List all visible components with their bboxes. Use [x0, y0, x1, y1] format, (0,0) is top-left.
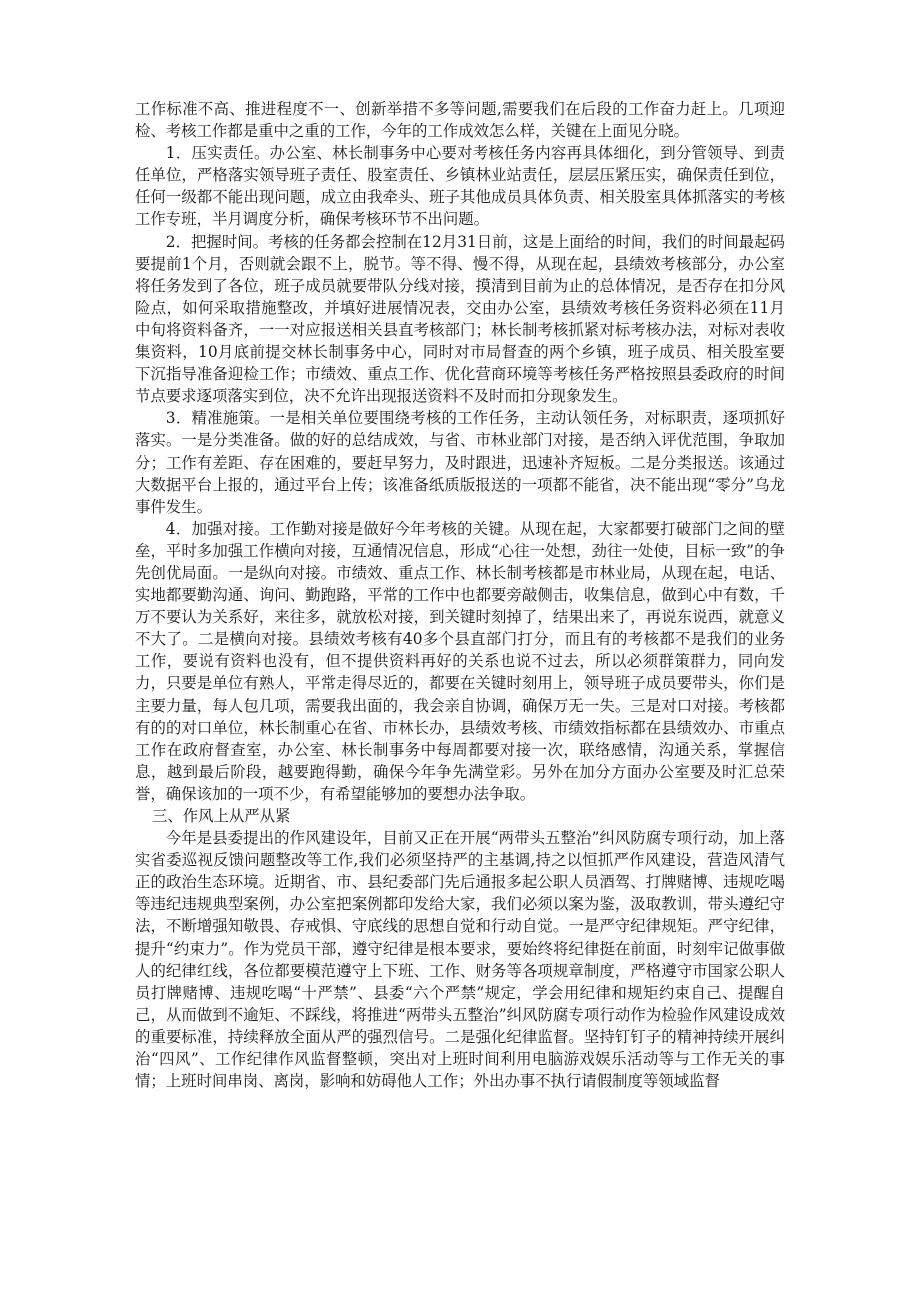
- document-page: [135, 98, 785, 1092]
- paragraph-item-2-timing: 2．把握时间。考核的任务都会控制在12月31日前，这是上面给的时间，我们的时间最起码要提前1个月，否则就会跟不上，脱节。等不得、慢不得，从现在起，县绩效考核部分，办公室将任务发到了各位，班子成员就要带队分线对接，摸清到目前为止的总体情况，是否存在扣分风险点，如何采取措施整改，并填好进展情况表，交由办公室，县绩效考核任务资料必须在11月中旬将资料备齐，一一对应报送相关县直考核部门；林长制考核抓紧对标考核办法，对标对表收集资料，10月底前提交林长制事务中心，同时对市局督查的两个乡镇，班子成员、相关股室要下沉指导准备迎检工作；市绩效、重点工作、优化营商环境等考核任务严格按照县委政府的时间节点要求逐项落实到位，决不允许出现报送资料不及时而扣分现象发生。: [135, 232, 785, 406]
- paragraph-item-4-coordination: 4．加强对接。工作勤对接是做好今年考核的关键。从现在起，大家都要打破部门之间的壁垒，平时多加强工作横向对接，互通情况信息，形成“心往一处想，劲往一处使，目标一致”的争先创优局面。一是纵向对接。市绩效、重点工作、林长制考核都是市林业局，从现在起，电话、实地都要勤沟通、询问、勤跑路，平常的工作中也都要旁敲侧击，收集信息，做到心中有数，千万不要认为关系好，来往多，就放松对接，到关键时刻掉了，结果出来了，再说东说西，就意义不大了。二是横向对接。县绩效考核有40多个县直部门打分，而且有的考核都不是我们的业务工作，要说有资料也没有，但不提供资料再好的关系也说不过去，所以必须群策群力，同向发力，只要是单位有熟人，平常走得尽近的，都要在关键时刻用上，领导班子成员要带头，你们是主要力量，每人包几项，需要我出面的，我会亲自协调，确保万无一失。三是对口对接。考核都有的的对口单位，林长制重心在省、市林长办，县绩效考核、市绩效指标都在县绩效办、市重点工作在政府督查室，办公室、林长制事务中每周都要对接一次，联络感情，沟通关系，掌握信息，越到最后阶段，越要跑得勤，确保今年争先满堂彩。另外在加分方面办公室要及时汇总荣誉，确保该加的一项不少，有希望能够加的要想办法争取。: [135, 519, 785, 803]
- paragraph-item-1-responsibility: 1．压实责任。办公室、林长制事务中心要对考核任务内容再具体细化，到分管领导、到责任单位，严格落实领导班子责任、股室责任、乡镇林业站责任，层层压紧压实，确保责任到位，任何一级都不能出现问题，成立由我牵头、班子其他成员具体负责、相关股室具体抓落实的考核工作专班，半月调度分析，确保考核环节不出问题。: [135, 144, 785, 229]
- paragraph-section-3-body: 今年是县委提出的作风建设年，目前又正在开展“两带头五整治”纠风防腐专项行动，加上落实省委巡视反馈问题整改等工作,我们必须坚持严的主基调,持之以恒抓严作风建设，营造风清气正的政治生态环境。近期省、市、县纪委部门先后通报多起公职人员酒驾、打牌赌博、违规吃喝等违纪违规典型案例，办公室把案例都印发给大家，我们必须以案为鉴，汲取教训，带头遵纪守法，不断增强知敬畏、存戒惧、守底线的思想自觉和行动自觉。一是严守纪律规矩。严守纪律，提升“约束力”。作为党员干部，遵守纪律是根本要求，要始终将纪律挺在前面，时刻牢记做事做人的纪律红线，各位都要模范遵守上下班、工作、财务等各项规章制度，严格遵守市国家公职人员打牌赌博、违规吃喝“十严禁”、县委“六个严禁”规定，学会用纪律和规矩约束自己、提醒自己，从而做到不逾矩、不踩线，将推进“两带头五整治”纠风防腐专项行动作为检验作风建设成效的重要标准，持续释放全面从严的强烈信号。二是强化纪律监督。坚持钉钉子的精神持续开展纠治“四风”、工作纪律作风监督整顿，突出对上班时间利用电脑游戏娱乐活动等与工作无关的事情；上班时间串岗、离岗，影响和妨碍他人工作；外出办事不执行请假制度等领域监督: [135, 829, 785, 1091]
- paragraph-item-3-measures: 3．精准施策。一是相关单位要围绕考核的工作任务，主动认领任务，对标职责，逐项抓好落实。一是分类准备。做的好的总结成效，与省、市林业部门对接，是否纳入评优范围，争取加分；工作有差距、存在困难的，要赶早努力，及时跟进，迅速补齐短板。二是分类报送。该通过大数据平台上报的，通过平台上传；该准备纸质版报送的一项都不能省，决不能出现“零分”乌龙事件发生。: [135, 409, 785, 516]
- paragraph-continuation: 工作标准不高、推进程度不一、创新举措不多等问题,需要我们在后段的工作奋力赶上。几项迎检、考核工作都是重中之重的工作，今年的工作成效怎么样，关键在上面见分晓。: [135, 100, 785, 141]
- section-heading-3: 三、作风上从严从紧: [151, 807, 291, 825]
